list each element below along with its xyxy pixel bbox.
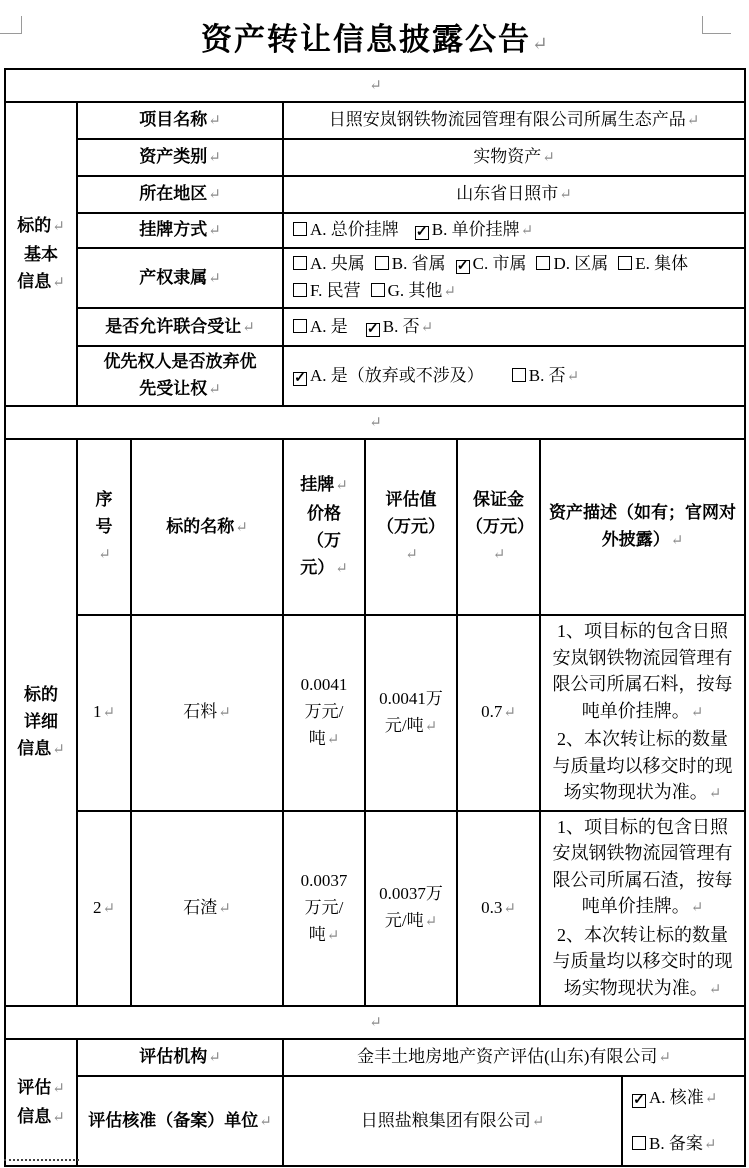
table-row bbox=[5, 1039, 745, 1076]
option-district-owned[interactable] bbox=[536, 254, 608, 273]
value-approval-unit bbox=[283, 1076, 622, 1166]
col-header-description bbox=[540, 439, 745, 615]
col-header-listing-price bbox=[283, 439, 365, 615]
option-collective-owned[interactable] bbox=[618, 254, 688, 273]
paragraph-mark: ↵ bbox=[208, 113, 221, 129]
row-label-joint-transfer bbox=[77, 308, 283, 346]
name-text: 石渣 bbox=[183, 897, 218, 917]
value-listing-method bbox=[283, 213, 745, 248]
checkbox-label: D. 区属 bbox=[553, 254, 609, 273]
paragraph-mark: ↵ bbox=[424, 718, 438, 735]
col-header-seq bbox=[77, 439, 131, 615]
option-waiver-no[interactable] bbox=[512, 366, 566, 385]
checkbox-unchecked-icon[interactable] bbox=[512, 368, 526, 382]
table-row bbox=[5, 176, 745, 213]
paragraph-mark: ↵ bbox=[369, 78, 382, 94]
label-text: 评估核准（备案）单位 bbox=[88, 1110, 259, 1130]
paragraph-mark: ↵ bbox=[690, 900, 704, 916]
paragraph-mark: ↵ bbox=[503, 705, 516, 722]
paragraph-mark: ↵ bbox=[326, 732, 340, 749]
option-joint-no[interactable] bbox=[366, 317, 420, 336]
empty-row-cell bbox=[5, 1006, 745, 1039]
paragraph-mark: ↵ bbox=[532, 34, 548, 55]
cell-name bbox=[131, 615, 283, 811]
label-text: 优先权人是否放弃优先受让权 bbox=[103, 352, 257, 398]
checkbox-unchecked-icon[interactable] bbox=[293, 222, 307, 236]
label-text: 所在地区 bbox=[139, 184, 208, 203]
section-label-line bbox=[16, 681, 66, 764]
page-break-dotted-line bbox=[4, 1159, 79, 1161]
paragraph-mark: ↵ bbox=[542, 150, 555, 166]
header-line bbox=[296, 500, 352, 583]
checkbox-label: A. 是 bbox=[310, 316, 348, 336]
checkbox-label: E. 集体 bbox=[635, 254, 689, 273]
paragraph-mark: ↵ bbox=[520, 223, 534, 239]
paragraph-mark: ↵ bbox=[369, 415, 382, 431]
table-row bbox=[5, 1006, 745, 1039]
empty-row-cell bbox=[5, 406, 745, 439]
page-margin-mark-left bbox=[0, 16, 22, 34]
option-private-owned[interactable] bbox=[293, 281, 361, 300]
paragraph-mark: ↵ bbox=[208, 187, 221, 203]
checkbox-label: A. 央属 bbox=[310, 254, 365, 273]
value-text: 日照安岚钢铁物流园管理有限公司所属生态产品 bbox=[328, 110, 686, 129]
paragraph-mark: ↵ bbox=[708, 786, 722, 802]
empty-row-cell bbox=[5, 69, 745, 102]
paragraph-mark: ↵ bbox=[690, 704, 704, 721]
table-row bbox=[5, 406, 745, 439]
section-header-basic-info bbox=[5, 102, 77, 406]
deposit-text: 0.3 bbox=[481, 897, 503, 917]
paragraph-mark: ↵ bbox=[102, 900, 116, 917]
value-priority-waiver bbox=[283, 346, 745, 406]
table-row bbox=[5, 213, 745, 248]
section-header-detail-info bbox=[5, 439, 77, 1006]
value-ownership bbox=[283, 248, 745, 308]
checkbox-label: B. 否 bbox=[528, 365, 566, 385]
option-unit-price-listing[interactable] bbox=[415, 220, 520, 239]
checkbox-label: A. 是（放弃或不涉及） bbox=[310, 365, 484, 385]
header-text: 评估值（万元） bbox=[377, 489, 445, 536]
paragraph-mark: ↵ bbox=[703, 1136, 717, 1153]
cell-name bbox=[131, 811, 283, 1007]
option-approved[interactable] bbox=[632, 1088, 704, 1107]
value-text: 日照盐粮集团有限公司 bbox=[360, 1110, 531, 1130]
checkbox-checked-icon[interactable]: ✓ bbox=[366, 321, 379, 337]
paragraph-mark: ↵ bbox=[566, 368, 580, 385]
table-row bbox=[5, 346, 745, 406]
paragraph-mark: ↵ bbox=[52, 742, 65, 758]
checkbox-label: A. 核准 bbox=[649, 1087, 704, 1107]
paragraph-mark: ↵ bbox=[559, 187, 572, 203]
paragraph-mark: ↵ bbox=[405, 546, 418, 563]
section-label-text: 基本信息 bbox=[17, 244, 58, 291]
row-label-priority-waiver bbox=[77, 346, 283, 406]
disclosure-table bbox=[4, 68, 746, 1167]
document-title-text: 资产转让信息披露公告 bbox=[201, 22, 532, 57]
section-label-text: 标的 bbox=[17, 215, 52, 235]
option-other-owned[interactable] bbox=[371, 281, 443, 300]
option-city-owned[interactable] bbox=[456, 254, 527, 273]
paragraph-mark: ↵ bbox=[52, 1080, 65, 1097]
description-paragraph bbox=[550, 618, 735, 726]
paragraph-mark: ↵ bbox=[52, 274, 65, 291]
table-row bbox=[5, 615, 745, 811]
checkbox-unchecked-icon[interactable] bbox=[375, 256, 389, 270]
header-text: 标的名称 bbox=[166, 516, 235, 536]
paragraph-mark: ↵ bbox=[503, 900, 516, 917]
paragraph-mark: ↵ bbox=[218, 705, 231, 722]
name-text: 石料 bbox=[183, 702, 218, 722]
value-appraisal-agency bbox=[283, 1039, 745, 1076]
cell-listing-price bbox=[283, 811, 365, 1007]
row-label-approval-unit bbox=[77, 1076, 283, 1166]
paragraph-mark: ↵ bbox=[335, 478, 348, 494]
value-text: 0.0037万元/吨 bbox=[379, 884, 443, 931]
col-header-appraised-value bbox=[365, 439, 457, 615]
description-text: 2、本次转让标的数量与质量均以移交时的现场实物现状为准。 bbox=[552, 924, 733, 998]
paragraph-mark: ↵ bbox=[235, 519, 248, 536]
section-label-text: 标的详细信息 bbox=[17, 685, 58, 758]
option-province-owned[interactable] bbox=[375, 254, 446, 273]
paragraph-mark: ↵ bbox=[102, 705, 116, 722]
option-joint-yes[interactable] bbox=[293, 317, 348, 336]
row-label-asset-category bbox=[77, 139, 283, 176]
checkbox-unchecked-icon[interactable] bbox=[293, 283, 307, 297]
value-region bbox=[283, 176, 745, 213]
value-text: 0.0041万元/吨 bbox=[379, 688, 443, 735]
option-line bbox=[632, 1084, 740, 1113]
label-text: 产权隶属 bbox=[139, 267, 208, 287]
paragraph-mark: ↵ bbox=[704, 1090, 718, 1107]
paragraph-mark: ↵ bbox=[52, 1109, 65, 1126]
table-row bbox=[5, 1076, 745, 1166]
value-project-name bbox=[283, 102, 745, 139]
checkbox-checked-icon[interactable]: ✓ bbox=[633, 1092, 645, 1108]
paragraph-mark: ↵ bbox=[242, 319, 255, 336]
value-joint-transfer bbox=[283, 308, 745, 346]
page-margin-mark-right bbox=[702, 16, 731, 34]
row-label-ownership bbox=[77, 248, 283, 308]
section-label-line bbox=[16, 212, 66, 241]
label-text: 挂牌方式 bbox=[139, 220, 208, 239]
seq-text: 2 bbox=[92, 897, 102, 917]
label-text: 是否允许联合受让 bbox=[105, 316, 242, 336]
row-label-region bbox=[77, 176, 283, 213]
paragraph-mark: ↵ bbox=[708, 981, 722, 998]
cell-listing-price bbox=[283, 615, 365, 811]
paragraph-mark: ↵ bbox=[424, 914, 438, 931]
label-text: 资产类别 bbox=[139, 147, 208, 166]
checkbox-unchecked-icon[interactable] bbox=[371, 283, 385, 297]
header-text: 挂牌 bbox=[300, 475, 335, 494]
paragraph-mark: ↵ bbox=[443, 284, 456, 300]
cell-description bbox=[540, 811, 745, 1007]
deposit-text: 0.7 bbox=[481, 702, 503, 722]
description-text: 1、项目标的包含日照安岚钢铁物流园管理有限公司所属石料，按每吨单价挂牌。 bbox=[552, 621, 733, 721]
description-paragraph bbox=[550, 726, 735, 808]
paragraph-mark: ↵ bbox=[420, 319, 434, 336]
seq-text: 1 bbox=[92, 702, 102, 722]
paragraph-mark: ↵ bbox=[208, 150, 221, 166]
paragraph-mark: ↵ bbox=[98, 546, 111, 563]
checkbox-checked-icon[interactable]: ✓ bbox=[415, 225, 428, 240]
table-row bbox=[5, 811, 745, 1007]
checkbox-unchecked-icon[interactable] bbox=[536, 256, 550, 270]
row-label-listing-method bbox=[77, 213, 283, 248]
col-header-name bbox=[131, 439, 283, 615]
checkbox-label: B. 否 bbox=[382, 316, 420, 336]
section-label-text: 评估 bbox=[17, 1077, 52, 1097]
checkbox-label: G. 其他 bbox=[387, 281, 443, 300]
paragraph-mark: ↵ bbox=[326, 927, 340, 944]
value-text: 金丰土地房地产资产评估(山东)有限公司 bbox=[357, 1047, 658, 1066]
description-paragraph bbox=[550, 922, 735, 1004]
paragraph-mark: ↵ bbox=[208, 1050, 221, 1066]
checkbox-checked-icon[interactable]: ✓ bbox=[456, 259, 469, 274]
header-text: 资产描述（如有；官网对外披露） bbox=[549, 503, 737, 549]
checkbox-label: F. 民营 bbox=[310, 281, 361, 300]
value-text: 山东省日照市 bbox=[456, 184, 559, 203]
option-central-owned[interactable] bbox=[293, 254, 365, 273]
cell-description bbox=[540, 615, 745, 811]
paragraph-mark: ↵ bbox=[335, 561, 348, 577]
paragraph-mark: ↵ bbox=[208, 223, 221, 239]
paragraph-mark: ↵ bbox=[686, 113, 700, 129]
description-text: 1、项目标的包含日照安岚钢铁物流园管理有限公司所属石渣，按每吨单价挂牌。 bbox=[552, 816, 733, 916]
paragraph-mark: ↵ bbox=[658, 1050, 671, 1066]
description-text: 2、本次转让标的数量与质量均以移交时的现场实物现状为准。 bbox=[552, 729, 733, 802]
option-waiver-yes[interactable] bbox=[293, 366, 484, 385]
label-text: 项目名称 bbox=[139, 110, 208, 129]
paragraph-mark: ↵ bbox=[208, 270, 221, 287]
header-line bbox=[296, 471, 352, 500]
table-row bbox=[5, 102, 745, 139]
section-label-line bbox=[16, 1103, 66, 1132]
header-text: 保证金（万元） bbox=[466, 489, 534, 536]
price-text: 0.0037万元/吨 bbox=[300, 870, 348, 944]
checkbox-checked-icon[interactable]: ✓ bbox=[294, 370, 306, 386]
paragraph-mark: ↵ bbox=[52, 218, 65, 235]
table-row bbox=[5, 439, 745, 615]
section-label-line bbox=[16, 241, 66, 297]
paragraph-mark: ↵ bbox=[218, 900, 231, 917]
value-asset-category bbox=[283, 139, 745, 176]
cell-deposit bbox=[457, 615, 540, 811]
option-filed[interactable] bbox=[632, 1134, 703, 1153]
table-row bbox=[5, 139, 745, 176]
table-row bbox=[5, 308, 745, 346]
label-text: 评估机构 bbox=[139, 1047, 208, 1066]
paragraph-mark: ↵ bbox=[259, 1113, 272, 1130]
checkbox-unchecked-icon[interactable] bbox=[293, 319, 307, 333]
value-approval-options bbox=[622, 1076, 745, 1166]
document-title bbox=[0, 16, 749, 68]
option-line bbox=[632, 1130, 740, 1159]
cell-seq bbox=[77, 615, 131, 811]
cell-seq bbox=[77, 811, 131, 1007]
section-label-line bbox=[16, 1074, 66, 1103]
checkbox-label: B. 单价挂牌 bbox=[431, 220, 520, 239]
header-text: 序号 bbox=[95, 489, 113, 536]
checkbox-unchecked-icon[interactable] bbox=[293, 256, 307, 270]
paragraph-mark: ↵ bbox=[670, 533, 684, 549]
checkbox-label: B. 省属 bbox=[391, 254, 446, 273]
section-header-appraisal-info bbox=[5, 1039, 77, 1166]
row-label-project-name bbox=[77, 102, 283, 139]
table-row bbox=[5, 69, 745, 102]
header-text: 价格（万元） bbox=[300, 504, 341, 577]
table-row bbox=[5, 248, 745, 308]
row-label-appraisal-agency bbox=[77, 1039, 283, 1076]
paragraph-mark: ↵ bbox=[531, 1113, 545, 1130]
paragraph-mark: ↵ bbox=[492, 546, 506, 563]
value-text: 实物资产 bbox=[473, 147, 542, 166]
price-text: 0.0041万元/吨 bbox=[300, 675, 348, 749]
paragraph-mark: ↵ bbox=[208, 382, 221, 398]
checkbox-unchecked-icon[interactable] bbox=[618, 256, 632, 270]
cell-appraised-value bbox=[365, 811, 457, 1007]
description-paragraph bbox=[550, 814, 735, 922]
cell-appraised-value bbox=[365, 615, 457, 811]
section-label-text: 信息 bbox=[17, 1106, 52, 1126]
checkbox-unchecked-icon[interactable] bbox=[632, 1136, 646, 1150]
col-header-deposit bbox=[457, 439, 540, 615]
checkbox-label: C. 市属 bbox=[472, 254, 527, 273]
checkbox-label: A. 总价挂牌 bbox=[310, 220, 399, 239]
checkbox-label: B. 备案 bbox=[649, 1133, 703, 1153]
paragraph-mark: ↵ bbox=[369, 1015, 382, 1031]
option-total-price-listing[interactable] bbox=[293, 220, 399, 239]
cell-deposit bbox=[457, 811, 540, 1007]
